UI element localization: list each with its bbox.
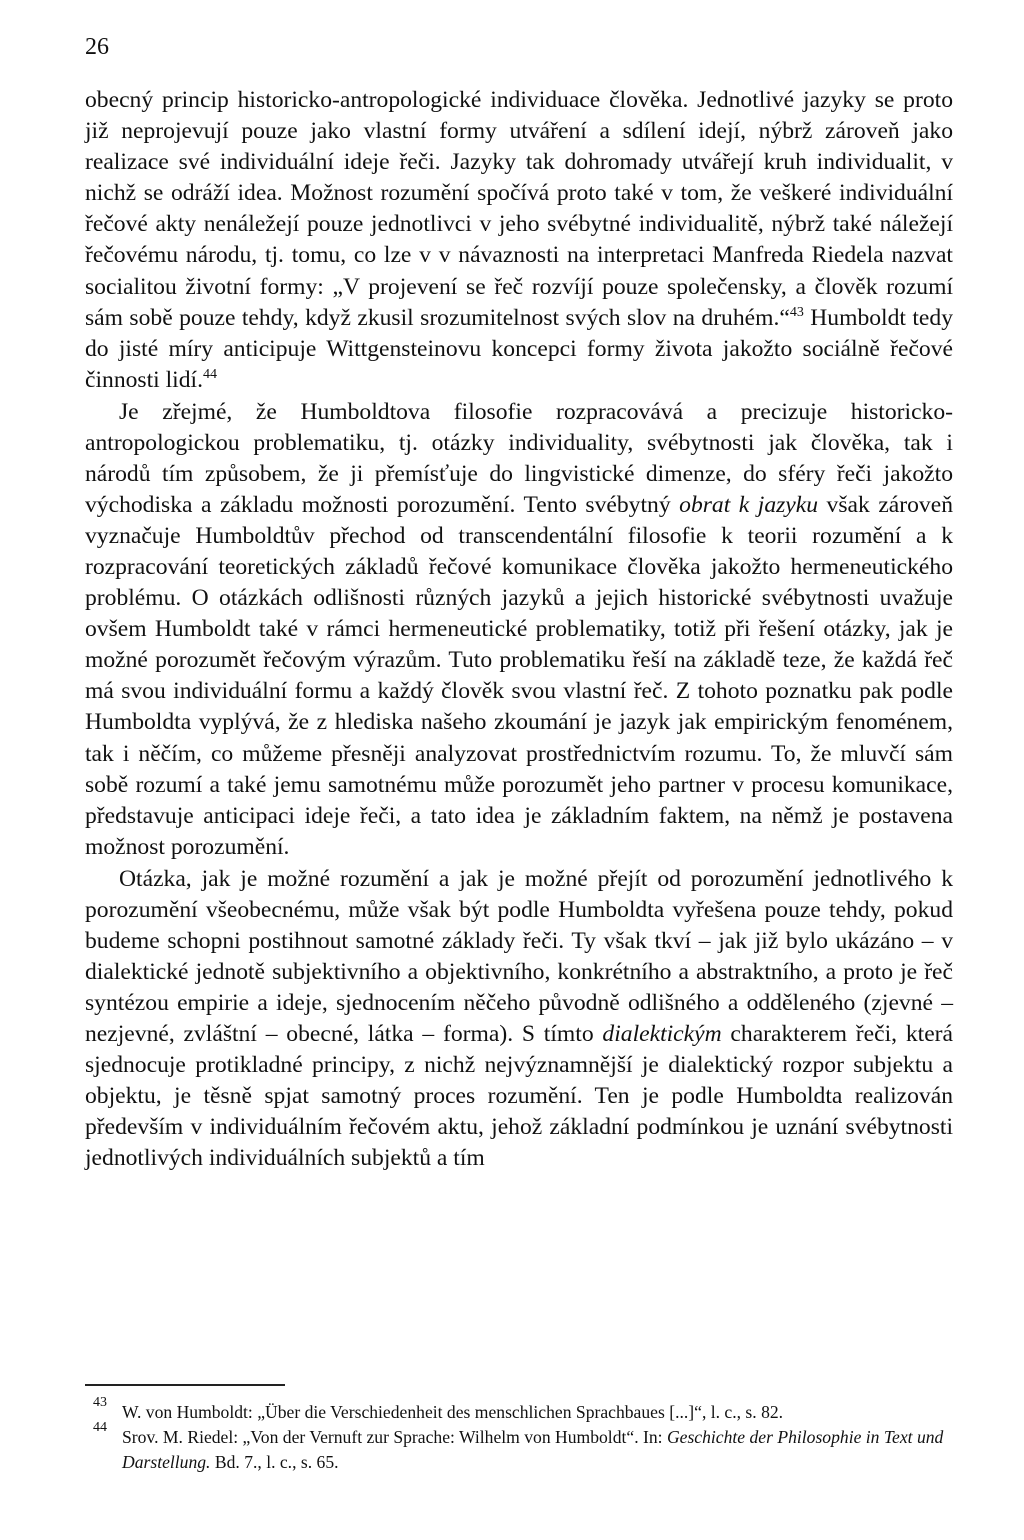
footnote-43 xyxy=(85,1395,953,1425)
paragraph-1-text-cont: Humboldt tedy do jisté míry anticipuje Wittgensteinovu koncepci formy života jakožto sociálně řečové činnosti lidí. xyxy=(85,304,953,393)
footnote-44-italic: Geschichte der Philosophie in Text und Darstellung. xyxy=(122,1426,944,1472)
paragraph-3-text: Otázka, jak je možné rozumění a jak je možné přejít od porozumění jednotlivého k porozumění všeobecnému, může však být podle Humboldta vyřešena pouze tehdy, pokud budeme schopni postihnout samotné základy řeči. Ty však tkví – jak již bylo ukázáno – v dialektické jednotě subjektivního a objektivního, konkrétního a abstraktního, a proto je řeč syntézou empirie a ideje, sjednocením něčeho původně odlišného a odděleného (zjevné – nezjevné, zvláštní – obecné, látka – forma). S tímto xyxy=(85,865,953,1047)
paragraph-1-text: obecný princip historicko-antropologické individuace člověka. Jednotlivé jazyky se proto již neprojevují pouze jako vlastní formy utváření a sdílení idejí, nýbrž zároveň jako realizace své individuální ideje řeči. Jazyky tak dohromady utvářejí kruh individualit, v nichž se odráží idea. Možnost rozumění spočívá proto také v tom, že veškeré individuální řečové akty nenáležejí pouze jednotlivci v jeho svébytné individualitě, nýbrž také náležejí řečovému národu, tj. tomu, co lze v v návaznosti na interpretaci Manfreda Riedela nazvat socialitou životní formy: „V projevení se řeč rozvíjí pouze společensky, a člověk rozumí sám sobě pouze tehdy, když zkusil srozumitelnost svých slov na druhém.“ xyxy=(85,87,953,331)
footnote-44-text-cont: Bd. 7., l. c., s. 65. xyxy=(210,1451,339,1472)
paragraph-2-italic: obrat k jazyku xyxy=(679,491,819,518)
footnote-mark-43: 43 xyxy=(93,1395,107,1410)
footnote-mark-44: 44 xyxy=(93,1419,107,1435)
footnote-ref-43[interactable]: 43 xyxy=(789,304,804,320)
body-text xyxy=(85,85,953,1174)
paragraph-3-italic: dialektickým xyxy=(602,1021,722,1047)
paragraph-2-text-cont: však zároveň vyznačuje Humboldtův přechod od transcendentální filosofie k teorii rozumění a k rozpracování teoretických základů řečové komunikace člověka jakožto hermeneutického problému. O otázkách odlišnosti různých jazyků a jejich historické svébytnosti uvažuje ovšem Humboldt také v rámci hermeneutické problematiky, totiž při řešení otázky, jak je možné porozumět řečovým výrazům. Tuto problematiku řeší na základě teze, že každá řeč má svou individuální formu a každý člověk svou vlastní řeč. Z tohoto poznatku pak podle Humboldta vyplývá, že z hlediska našeho zkoumání je jazyk jak empirickým fenoménem, tak i něčím, co můžeme přesněji analyzovat prostřednictvím rozumu. To, že mluvčí sám sobě rozumí a také jemu samotnému může porozumět jeho partner v procesu komunikace, představuje anticipaci ideje řeči, a tato idea je základním faktem, na němž je postavena možnost porozumění. xyxy=(85,491,953,860)
page-number: 26 xyxy=(85,34,109,60)
paragraph-2 xyxy=(85,397,953,863)
footnote-ref-44[interactable]: 44 xyxy=(202,366,217,382)
footnote-44-text: Srov. M. Riedel: „Von der Vernuft zur Sprache: Wilhelm von Humboldt“. In: xyxy=(122,1426,667,1447)
paragraph-2-text: Je zřejmé, že Humboldtova filosofie rozpracovává a precizuje historicko-antropologickou problematiku, tj. otázky individuality, svébytnosti jak člověka, tak i národů tím způsobem, že ji přemísťuje do lingvistické dimenze, do sféry řeči jakožto východiska a základu možnosti porozumění. Tento svébytný xyxy=(85,398,953,518)
footnote-divider xyxy=(85,1384,285,1386)
footnotes xyxy=(85,1395,953,1474)
paragraph-3 xyxy=(85,864,953,1175)
paragraph-3-text-cont: charakterem řeči, která sjednocuje protikladné principy, z nichž nejvýznamnější je dialektický rozpor subjektu a objektu, je těsně spjat samotný proces rozumění. Ten je podle Humboldta realizován především v individuálním řečovém aktu, jehož základní podmínkou je uznání svébytnosti jednotlivých individuálních subjektů a tím xyxy=(85,1021,953,1172)
footnote-43-text: W. von Humboldt: „Über die Verschiedenheit des menschlichen Sprachbaues [...]“, l. c., s. 82. xyxy=(122,1402,784,1422)
footnote-44 xyxy=(85,1419,953,1475)
paragraph-1 xyxy=(85,85,953,396)
